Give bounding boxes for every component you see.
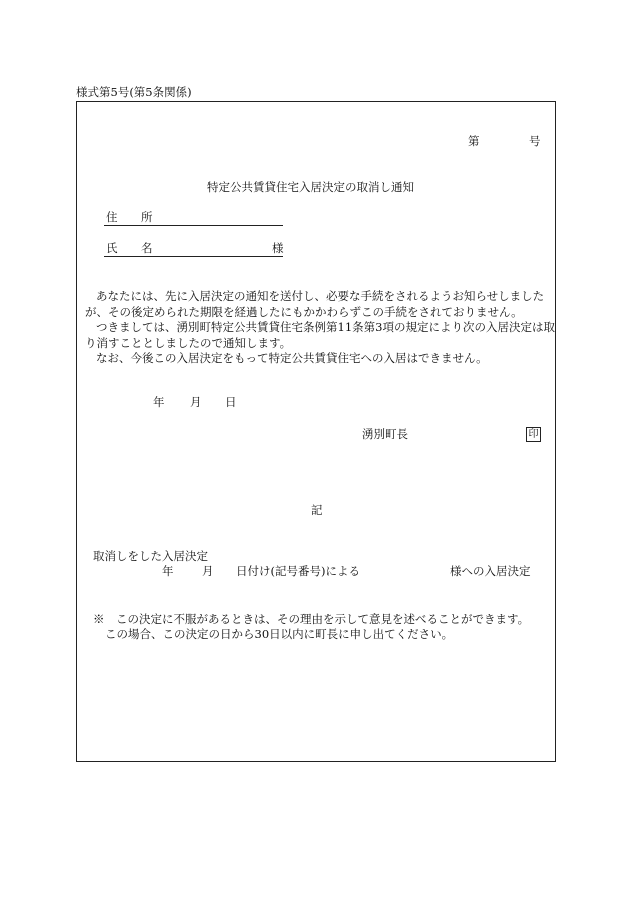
address-label-ju: 住 — [106, 210, 118, 224]
paragraph-no-entry: なお、今後この入居決定をもって特定公共賃貸住宅への入居はできません。 — [96, 351, 488, 365]
name-underline — [104, 256, 283, 257]
paragraph-cancellation: つきましては、湧別町特定公共賃貸住宅条例第11条第3項の規定により次の入居決定は取り消すこととしましたので通知します。 — [85, 320, 555, 350]
name-sama: 様 — [272, 241, 284, 255]
name-label-shi: 氏 — [106, 241, 118, 255]
cancelled-month: 月 — [202, 564, 214, 578]
name-label-mei: 名 — [141, 241, 153, 255]
date-month: 月 — [190, 395, 202, 409]
date-day: 日 — [225, 395, 237, 409]
note-deadline: この場合、この決定の日から30日以内に町長に申し出てください。 — [105, 627, 454, 641]
issuer: 湧別町長 — [362, 427, 408, 441]
ki-heading: 記 — [311, 503, 323, 517]
cancelled-date-ref: 日付け(記号番号)による — [236, 564, 360, 578]
document-title: 特定公共賃貸住宅入居決定の取消し通知 — [207, 180, 414, 194]
seal-mark: 印 — [526, 427, 541, 442]
document-frame — [76, 101, 556, 762]
address-label-sho: 所 — [141, 210, 153, 224]
address-underline — [104, 225, 283, 226]
cancelled-suffix: 様への入居決定 — [450, 564, 531, 578]
number-dai: 第 — [468, 134, 480, 148]
form-label: 様式第5号(第5条関係) — [76, 85, 192, 99]
cancelled-year: 年 — [162, 564, 174, 578]
cancelled-heading: 取消しをした入居決定 — [93, 549, 208, 563]
paragraph-notice: あなたには、先に入居決定の通知を送付し、必要な手続をされるようお知らせしましたが、その後定められた期限を経過したにもかかわらずこの手続をされておりません。 — [85, 289, 545, 319]
date-year: 年 — [153, 395, 165, 409]
number-gou: 号 — [529, 134, 541, 148]
note-objection: ※ この決定に不服があるときは、その理由を示して意見を述べることができます。 — [93, 612, 530, 626]
